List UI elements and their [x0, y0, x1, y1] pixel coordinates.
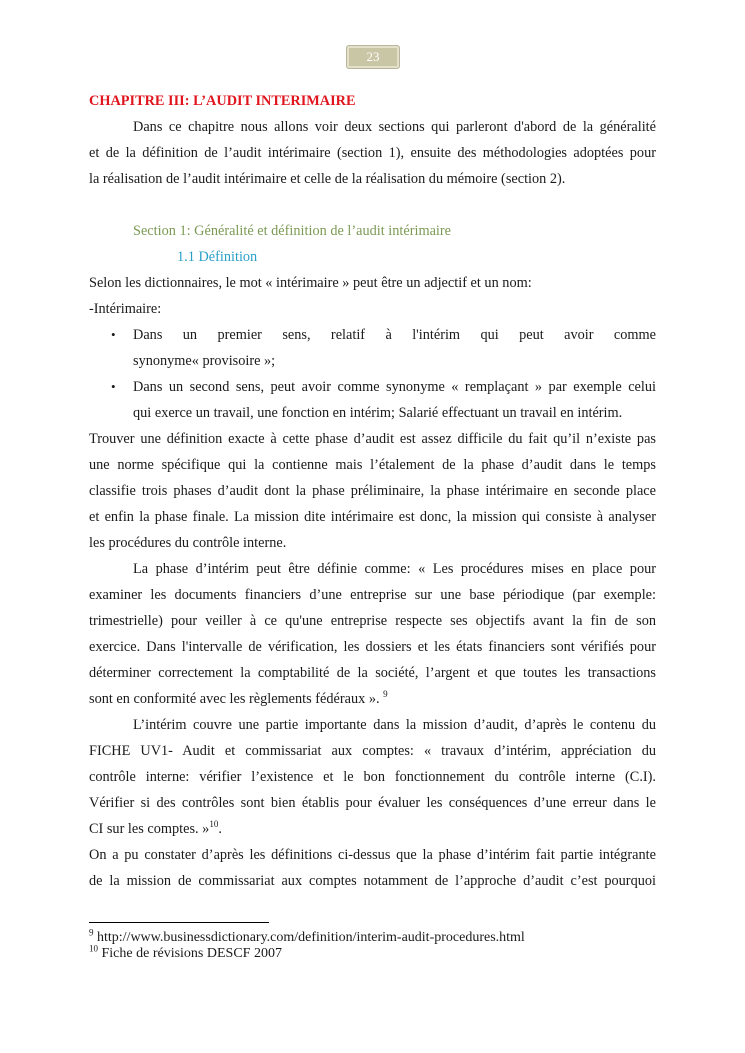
footnote-divider — [89, 922, 269, 923]
paragraph-line: Trouver une définition exacte à cette phase d’audit est assez difficile du fait qu’il n’existe pas — [89, 431, 656, 447]
paragraph-line: classifie trois phases d’audit dont la phase préliminaire, la phase intérimaire en seconde place — [89, 483, 656, 499]
bullet-line — [89, 374, 656, 400]
footnote-ref: 9 — [383, 689, 388, 700]
paragraph-line: une norme spécifique qui la contienne mais l’étalement de la phase d’audit dans le temps — [89, 457, 656, 473]
section-heading: Section 1: Généralité et définition de l’audit intérimaire — [133, 223, 451, 239]
page-number-badge — [346, 45, 400, 69]
bullet-icon: • — [111, 327, 116, 342]
footnote — [89, 943, 282, 962]
page-content — [89, 88, 656, 894]
footnote-text[interactable]: http://www.businessdictionary.com/definition/interim-audit-procedures.html — [93, 930, 525, 945]
paragraph-line: contrôle interne: vérifier l’existence et le bon fonctionnement du contrôle interne (C.I). — [89, 769, 656, 785]
intro-line: et de la définition de l’audit intérimaire (section 1), ensuite des méthodologies adoptées pour — [89, 145, 656, 161]
paragraph-line: et enfin la phase finale. La mission dite intérimaire est donc, la mission qui consiste à analyser — [89, 509, 656, 525]
paragraph-line: trimestrielle) pour veiller à ce qu'une entreprise respecte ses objectifs avant la fin de son — [89, 613, 656, 629]
paragraph-end: . — [218, 821, 222, 837]
paragraph-text: sont en conformité avec les règlements fédéraux ». — [89, 691, 380, 707]
paragraph-line: On a pu constater d’après les définitions ci-dessus que la phase d’intérim fait partie intégrante — [89, 847, 656, 863]
bullet-line — [89, 322, 656, 348]
chapter-title: CHAPITRE III: L’AUDIT INTERIMAIRE — [89, 93, 356, 109]
footnote-number: 9 — [89, 927, 94, 938]
paragraph-line: La phase d’intérim peut être définie comme: « Les procédures mises en place pour — [133, 561, 656, 577]
paragraph-text: CI sur les comptes. » — [89, 821, 210, 837]
paragraph-line: Vérifier si des contrôles sont bien établis pour évaluer les conséquences d’une erreur dans le — [89, 795, 656, 811]
paragraph-line: les procédures du contrôle interne. — [89, 535, 287, 551]
paragraph-line: FICHE UV1- Audit et commissariat aux comptes: « travaux d’intérim, appréciation du — [89, 743, 656, 759]
paragraph-line: L’intérim couvre une partie importante dans la mission d’audit, d’après le contenu du — [133, 717, 656, 733]
intro-line: Dans ce chapitre nous allons voir deux sections qui parleront d'abord de la généralité — [133, 119, 656, 135]
subsection-heading: 1.1 Définition — [177, 249, 258, 265]
bullet-text: Dans un second sens, peut avoir comme synonyme « remplaçant » par exemple celui — [133, 379, 656, 395]
term-line: -Intérimaire: — [89, 301, 162, 317]
bullet-line: synonyme« provisoire »; — [133, 353, 276, 369]
paragraph-line — [89, 686, 656, 712]
bullet-icon: • — [111, 379, 116, 394]
footnote-ref: 10 — [209, 819, 219, 830]
intro-line: la réalisation de l’audit intérimaire et celle de la réalisation du mémoire (section 2). — [89, 171, 566, 187]
bullet-text: Dans un premier sens, relatif à l'intérim qui peut avoir comme — [133, 327, 656, 343]
footnote — [89, 927, 525, 946]
footnote-text: Fiche de révisions DESCF 2007 — [98, 946, 282, 961]
paragraph-line: exercice. Dans l'intervalle de vérification, les dossiers et les états financiers sont vérifiés pour — [89, 639, 656, 655]
page-number: 23 — [366, 49, 380, 64]
paragraph-line: déterminer correctement la comptabilité de la société, l’argent et que toutes les transactions — [89, 665, 656, 681]
paragraph-line: de la mission de commissariat aux comptes notamment de l’approche d’audit c’est pourquoi — [89, 873, 656, 889]
footnote-number: 10 — [89, 943, 98, 954]
paragraph-line — [89, 816, 656, 842]
definition-line: Selon les dictionnaires, le mot « intérimaire » peut être un adjectif et un nom: — [89, 275, 532, 291]
paragraph-line: examiner les documents financiers d’une entreprise sur une base périodique (par exemple: — [89, 587, 656, 603]
bullet-line: qui exerce un travail, une fonction en intérim; Salarié effectuant un travail en intérim. — [133, 405, 623, 421]
